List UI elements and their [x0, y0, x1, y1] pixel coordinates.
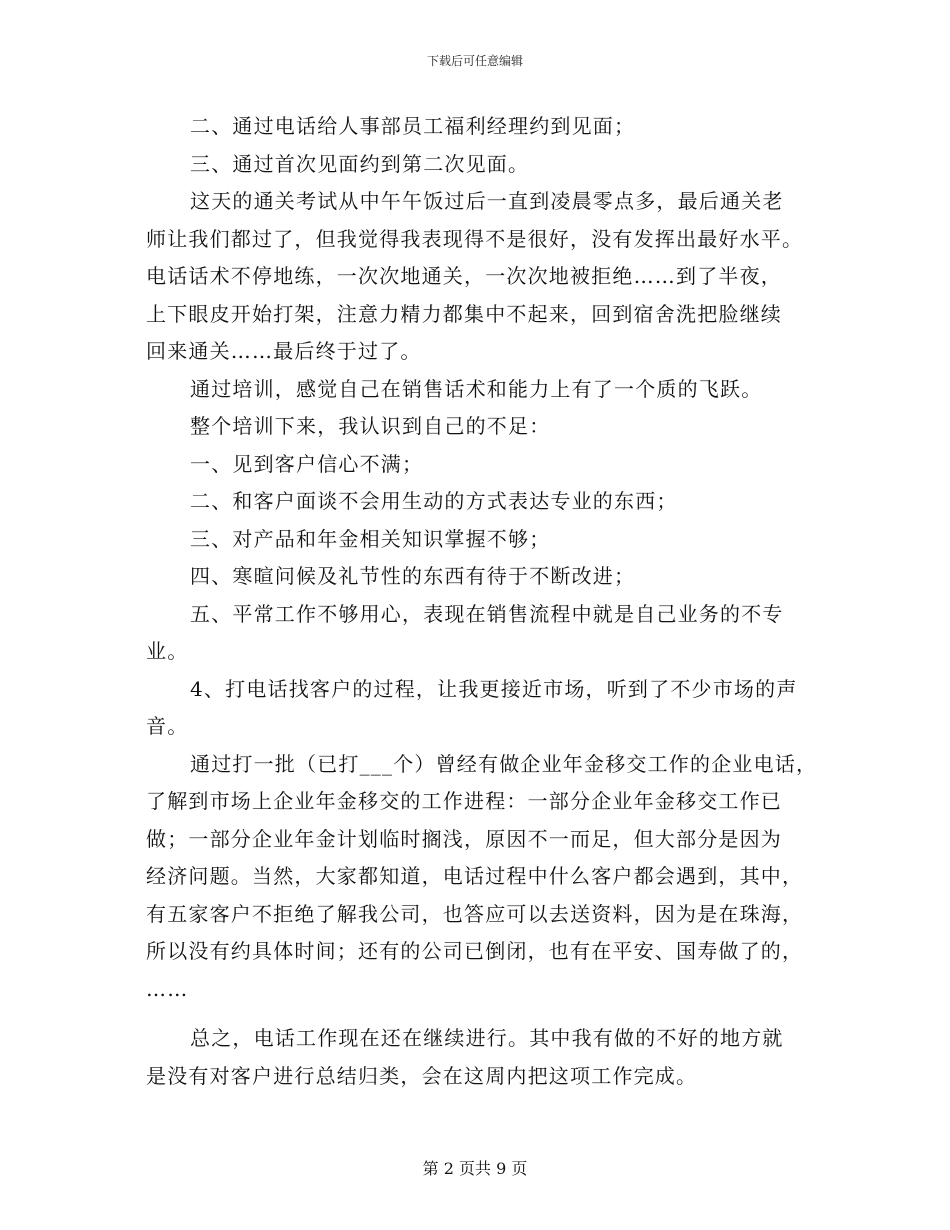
text-line: 四、寒暄问候及礼节性的东西有待于不断改进；	[190, 564, 636, 588]
text-line: 通过培训，感觉自己在销售话术和能力上有了一个质的飞跃。	[190, 376, 763, 401]
text-line: 总之，电话工作现在还在继续进行。其中我有做的不好的地方就	[190, 1026, 784, 1050]
text-line: ……	[146, 976, 189, 1001]
text-line: 回来通关……最后终于过了。	[146, 339, 422, 363]
text-line: 做；一部分企业年金计划临时搁浅，原因不一而足，但大部分是因为	[146, 826, 782, 851]
text-line: 这天的通关考试从中午午饭过后一直到凌晨零点多，最后通关老	[190, 189, 784, 213]
text-line: 上下眼皮开始打架，注意力精力都集中不起来，回到宿舍洗把脸继续	[146, 301, 782, 326]
text-line: 了解到市场上企业年金移交的工作进程：一部分企业年金移交工作已	[146, 789, 782, 813]
text-line: 一、见到客户信心不满；	[190, 451, 424, 476]
text-line: 音。	[146, 714, 189, 738]
text-line: 三、对产品和年金相关知识掌握不够；	[190, 526, 551, 551]
text-line: 五、平常工作不够用心，表现在销售流程中就是自己业务的不专	[190, 601, 784, 626]
text-line: 经济问题。当然，大家都知道，电话过程中什么客户都会遇到，其中，	[146, 864, 804, 888]
text-line: 所以没有约具体时间；还有的公司已倒闭，也有在平安、国寿做了的，	[146, 939, 804, 963]
page-header-note: 下载后可任意编辑	[426, 54, 523, 68]
text-line: 是没有对客户进行总结归类，会在这周内把这项工作完成。	[146, 1063, 698, 1088]
text-line: 有五家客户不拒绝了解我公司，也答应可以去送资料，因为是在珠海，	[146, 901, 804, 926]
text-line: 师让我们都过了，但我觉得我表现得不是很好，没有发挥出最好水平。	[146, 226, 804, 251]
text-line: 三、通过首次见面约到第二次见面。	[190, 151, 530, 176]
page-number-footer: 第 2 页共 9 页	[422, 1159, 528, 1178]
text-line: 业。	[146, 639, 189, 663]
document-body	[146, 108, 826, 1095]
text-line: 整个培训下来，我认识到自己的不足：	[190, 414, 551, 438]
text-line: 电话话术不停地练，一次次地通关，一次次地被拒绝……到了半夜，	[146, 264, 782, 288]
text-line: 4、打电话找客户的过程，让我更接近市场，听到了不少市场的声	[190, 676, 798, 701]
text-line: 通过打一批（已打___个）曾经有做企业年金移交工作的企业电话，	[190, 751, 818, 776]
text-line: 二、和客户面谈不会用生动的方式表达专业的东西；	[190, 489, 678, 513]
text-line: 二、通过电话给人事部员工福利经理约到见面；	[190, 114, 636, 138]
